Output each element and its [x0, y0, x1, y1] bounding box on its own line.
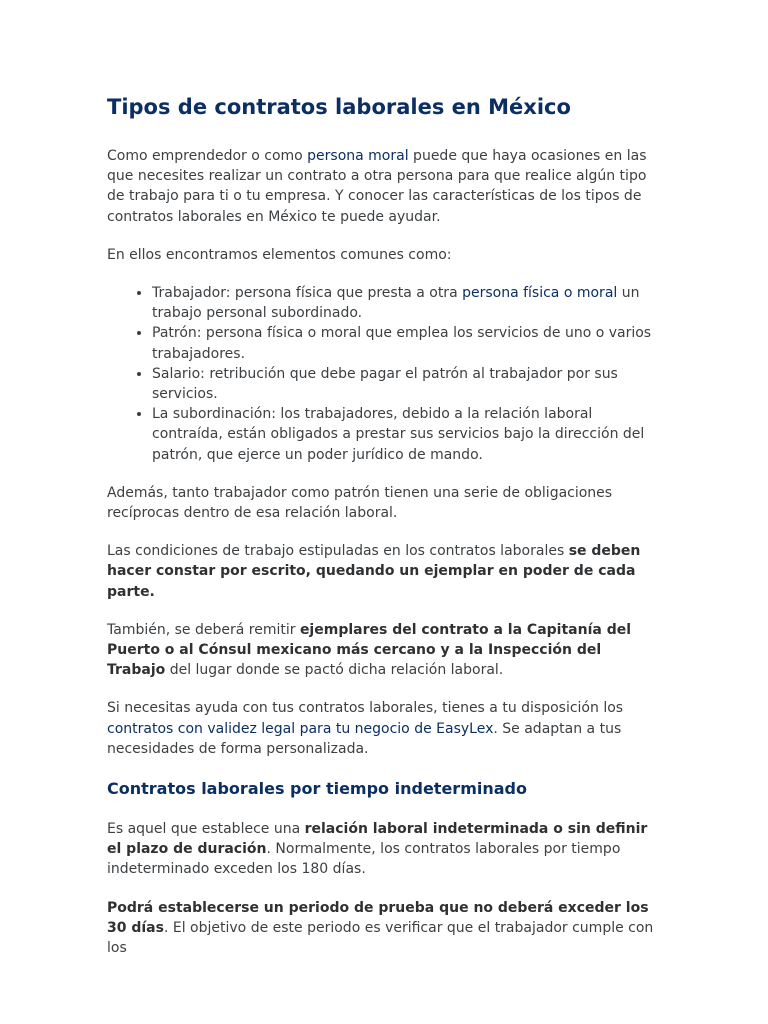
paragraph-text: Es aquel que establece una: [107, 821, 305, 838]
paragraph-text: del lugar donde se pactó dicha relación laboral.: [165, 662, 504, 679]
paragraph-text: Las condiciones de trabajo estipuladas en los contratos laborales: [107, 543, 569, 560]
section-heading-indefinite: Contratos laborales por tiempo indeterminado: [107, 779, 527, 799]
article-body: [107, 92, 663, 976]
list-item-subordinacion: • La subordinación: los trabajadores, debido a la relación laboral contraída, están obligados a prestar sus servicios bajo la dirección del patrón, que ejerce un poder jurídico de mando.: [152, 404, 663, 465]
easylex-paragraph: [107, 698, 663, 759]
list-item-salario: • Salario: retribución que debe pagar el patrón al trabajador por sus servicios.: [152, 364, 663, 404]
trial-period-paragraph: [107, 898, 663, 959]
indefinite-definition-paragraph: [107, 819, 663, 880]
persona-fisica-moral-link[interactable]: persona física o moral: [462, 285, 618, 302]
paragraph-text: . Normalmente, los contratos laborales por tiempo indeterminado exceden los 180 días.: [107, 841, 621, 878]
list-item-text: un trabajo personal subordinado.: [152, 285, 640, 322]
intro-text-start: Como emprendedor o como: [107, 148, 308, 164]
paragraph-text: También, se deberá remitir: [107, 621, 300, 638]
persona-moral-link[interactable]: persona moral: [307, 148, 409, 164]
paragraph-text: . El objetivo de este periodo es verificar que el trabajador cumple con los: [107, 919, 654, 957]
intro-text-end: puede que haya ocasiones en las que necesites realizar un contrato a otra persona para que realice algún tipo de trabajo para ti o tu empresa. Y conocer las características de los tipos de contratos laborales en México te puede ayudar.: [107, 148, 647, 225]
written-conditions-paragraph: [107, 541, 663, 602]
paragraph-text: . Se adaptan a tus necesidades de forma personalizada.: [107, 720, 622, 757]
bold-text: relación laboral indeterminada o sin definir el plazo de duración: [107, 821, 648, 858]
common-elements-paragraph: En ellos encontramos elementos comunes como:: [107, 246, 452, 263]
list-item-trabajador: [152, 283, 663, 323]
bold-text: Podrá establecerse un periodo de prueba que no deberá exceder los 30 días: [107, 899, 649, 936]
remit-paragraph: [107, 620, 663, 681]
article-title: Tipos de contratos laborales en México: [107, 95, 571, 119]
bold-text: ejemplares del contrato a la Capitanía del Puerto o al Cónsul mexicano más cercano y a la Inspección del Trabajo: [107, 621, 632, 679]
list-item-patron: • Patrón: persona física o moral que emplea los servicios de uno o varios trabajadores.: [152, 323, 663, 363]
bold-text: se deben hacer constar por escrito, quedando un ejemplar en poder de cada parte.: [107, 543, 641, 600]
easylex-contracts-link[interactable]: contratos con validez legal para tu negocio de EasyLex: [107, 720, 494, 737]
paragraph-text: Si necesitas ayuda con tus contratos laborales, tienes a tu disposición los: [107, 700, 624, 717]
common-elements-list: [107, 283, 663, 465]
list-item-text: Trabajador: persona física que presta a otra: [152, 285, 463, 302]
obligations-paragraph: Además, tanto trabajador como patrón tienen una serie de obligaciones recíprocas dentro de esa relación laboral.: [107, 484, 613, 522]
intro-paragraph: [107, 146, 663, 227]
